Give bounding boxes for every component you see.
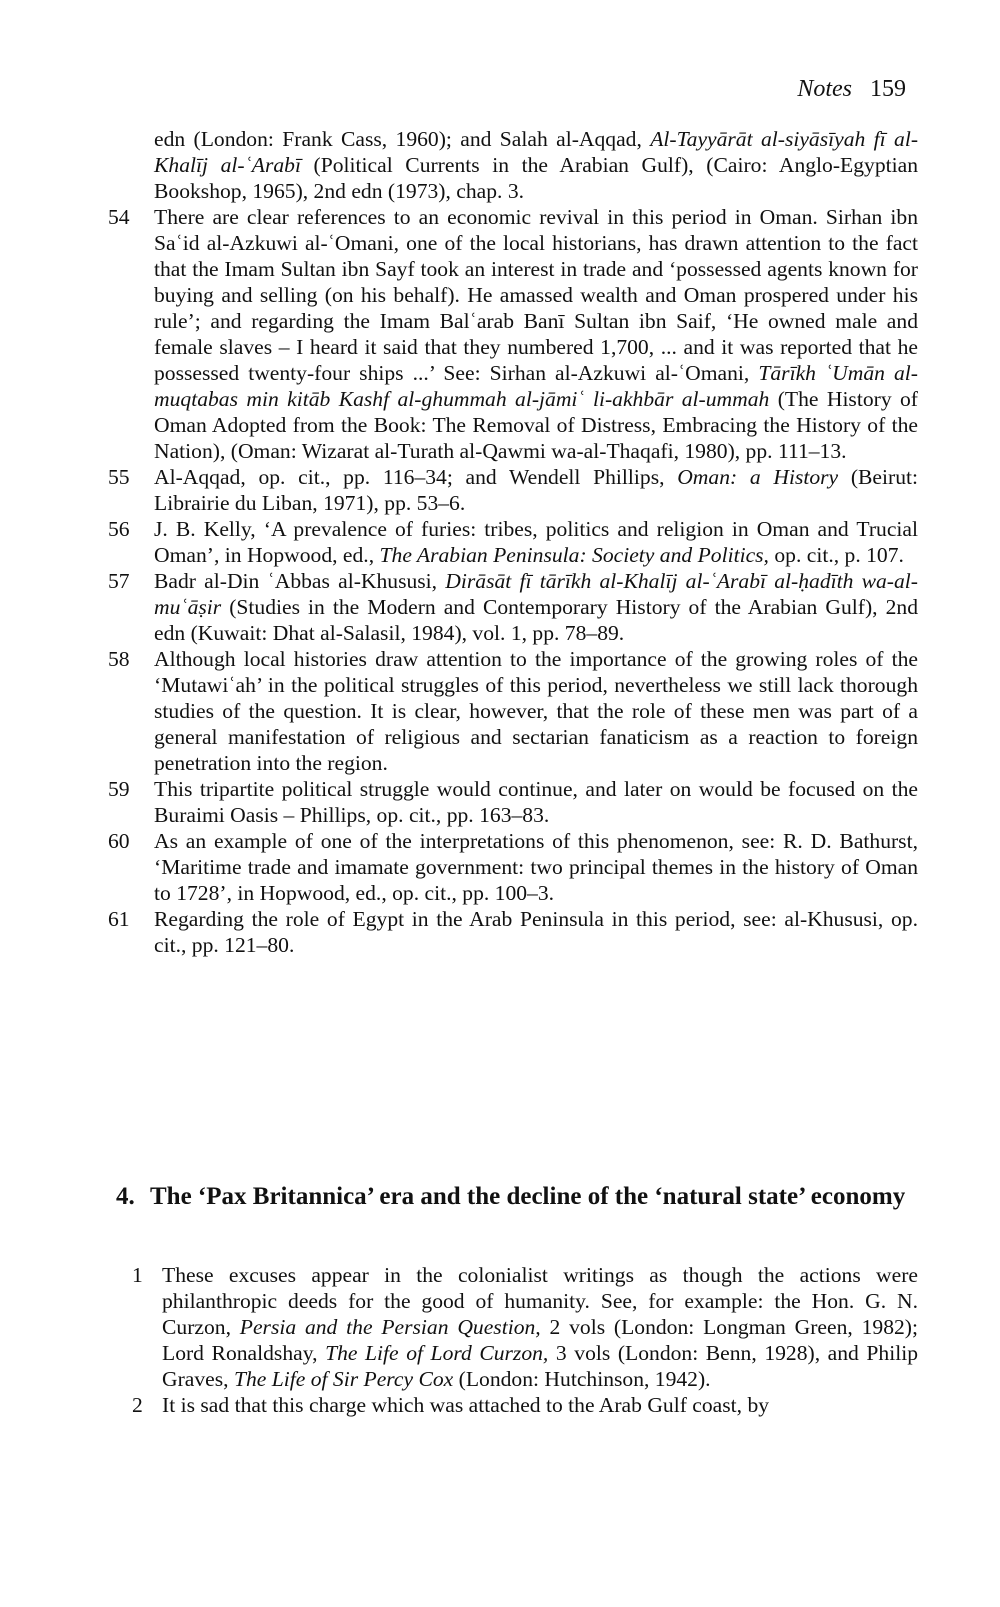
endnote <box>108 126 918 204</box>
endnotes-list <box>108 126 918 958</box>
endnote-text: (Beirut: Librairie du Liban, 1971), pp. 53–6. <box>154 465 918 515</box>
endnote-number: 1 <box>132 1263 143 1287</box>
endnote <box>108 776 918 828</box>
endnote-title-italic: Oman: a History <box>677 465 839 489</box>
endnote-text: edn (London: Frank Cass, 1960); and Salah al-Aqqad, <box>154 127 651 151</box>
endnote <box>108 906 918 958</box>
page-number: 159 <box>870 76 906 102</box>
endnote-number: 2 <box>132 1393 143 1417</box>
endnote-text: Regarding the role of Egypt in the Arab Peninsula in this period, see: al-Khususi, op. cit., pp. 121–80. <box>154 907 918 957</box>
endnote-text: (Studies in the Modern and Contemporary History of the Arabian Gulf), 2nd edn (Kuwait: Dhat al-Salasil, 1984), vol. 1, pp. 78–89. <box>154 595 918 645</box>
endnote <box>108 568 918 646</box>
endnote-title-italic: The Life of Sir Percy Cox <box>233 1367 454 1391</box>
endnote-text: Badr al-Din ʿAbbas al-Khususi, <box>154 569 446 593</box>
endnote-number: 59 <box>108 777 130 801</box>
endnote-title-italic: Persia and the Persian Question, <box>239 1315 541 1339</box>
endnote-text: (London: Hutchinson, 1942). <box>453 1367 711 1391</box>
running-head: Notes <box>797 76 852 102</box>
endnote <box>108 646 918 776</box>
chapter-endnotes-list <box>132 1262 918 1418</box>
endnote-text: These excuses appear in the colonialist writings as though the actions were philanthropic deeds for the good of humanity. See, for example: the Hon. G. N. Curzon, <box>162 1263 918 1339</box>
endnote-number: 55 <box>108 465 130 489</box>
endnote-text: Al-Aqqad, op. cit., pp. 116–34; and Wendell Phillips, <box>154 465 678 489</box>
endnote-title-italic: Tārīkh ʿUmān al-muqtabas min kitāb Kashf al-ghummah al-jāmiʿ li-akhbār al-ummah <box>154 361 918 411</box>
endnote <box>108 828 918 906</box>
endnote <box>132 1262 918 1392</box>
endnote-number: 54 <box>108 205 130 229</box>
endnote-title-italic: The Arabian Peninsula: Society and Politics, <box>379 543 769 567</box>
endnote-title-italic: Al-Tayyārāt al-siyāsīyah fī al-Khalīj al-ʿArabī <box>154 127 919 177</box>
endnote-text: As an example of one of the interpretations of this phenomenon, see: R. D. Bathurst, ‘Maritime trade and imamate government: two principal themes in the history of Oman to 1728’, in Hopwood, ed., op. cit., pp. 100–3. <box>154 829 918 905</box>
endnote <box>108 204 918 464</box>
endnote-text: (Political Currents in the Arabian Gulf), (Cairo: Anglo-Egyptian Bookshop, 1965), 2nd edn (1973), chap. 3. <box>154 153 918 203</box>
endnote-title-italic: Dirāsāt fī tārīkh al-Khalīj al-ʿArabī al-ḥadīth wa-al-muʿāṣir <box>154 569 918 619</box>
endnote-text: Although local histories draw attention to the importance of the growing roles of the ‘Mutawiʿah’ in the political struggles of this period, nevertheless we still lack thorough studies of the question. It is clear, however, that the role of these men was part of a general manifestation of religious and sectarian fanaticism as a reaction to foreign penetration into the region. <box>154 647 918 775</box>
endnote <box>108 516 918 568</box>
chapter-number: 4. <box>116 1183 135 1210</box>
endnote-number: 56 <box>108 517 130 541</box>
endnote-number: 60 <box>108 829 130 853</box>
chapter-title: The ‘Pax Britannica’ era and the decline of the ‘natural state’ economy <box>150 1183 906 1210</box>
endnote-text: There are clear references to an economic revival in this period in Oman. Sirhan ibn Saʿid al-Azkuwi al-ʿOmani, one of the local historians, has drawn attention to the fact that the Imam Sultan ibn Sayf took an interest in trade and ‘possessed agents known for buying and selling (on his behalf). He amassed wealth and Oman prospered under his rule’; and regarding the Imam Balʿarab Banī Sultan ibn Saif, ‘He owned male and female slaves – I heard it said that they numbered 1,700, ... and it was reported that he possessed twenty-four ships ...’ See: Sirhan al-Azkuwi al-ʿOmani, <box>154 205 918 385</box>
endnote-number: 61 <box>108 907 130 931</box>
endnote-text: 3 vols (London: Benn, 1928), and Philip Graves, <box>162 1341 919 1391</box>
endnote-text: (The History of Oman Adopted from the Book: The Removal of Distress, Embracing the History of the Nation), (Oman: Wizarat al-Turath al-Qawmi wa-al-Thaqafi, 1980), pp. 111–13. <box>154 387 918 463</box>
page-header <box>797 74 906 104</box>
endnote-text: This tripartite political struggle would continue, and later on would be focused on the Buraimi Oasis – Phillips, op. cit., pp. 163–83. <box>154 777 918 827</box>
endnote-number: 58 <box>108 647 130 671</box>
endnote-text: J. B. Kelly, ‘A prevalence of furies: tribes, politics and religion in Oman and Trucial Oman’, in Hopwood, ed., <box>154 517 918 567</box>
endnote <box>132 1392 918 1418</box>
endnote-text: 2 vols (London: Longman Green, 1982); Lord Ronaldshay, <box>162 1315 918 1365</box>
endnote-text: op. cit., p. 107. <box>768 543 904 567</box>
endnote-number: 57 <box>108 569 130 593</box>
endnote <box>108 464 918 516</box>
chapter-heading <box>116 1181 940 1213</box>
endnote-title-italic: The Life of Lord Curzon, <box>325 1341 549 1365</box>
endnote-text: It is sad that this charge which was attached to the Arab Gulf coast, by <box>162 1393 770 1417</box>
